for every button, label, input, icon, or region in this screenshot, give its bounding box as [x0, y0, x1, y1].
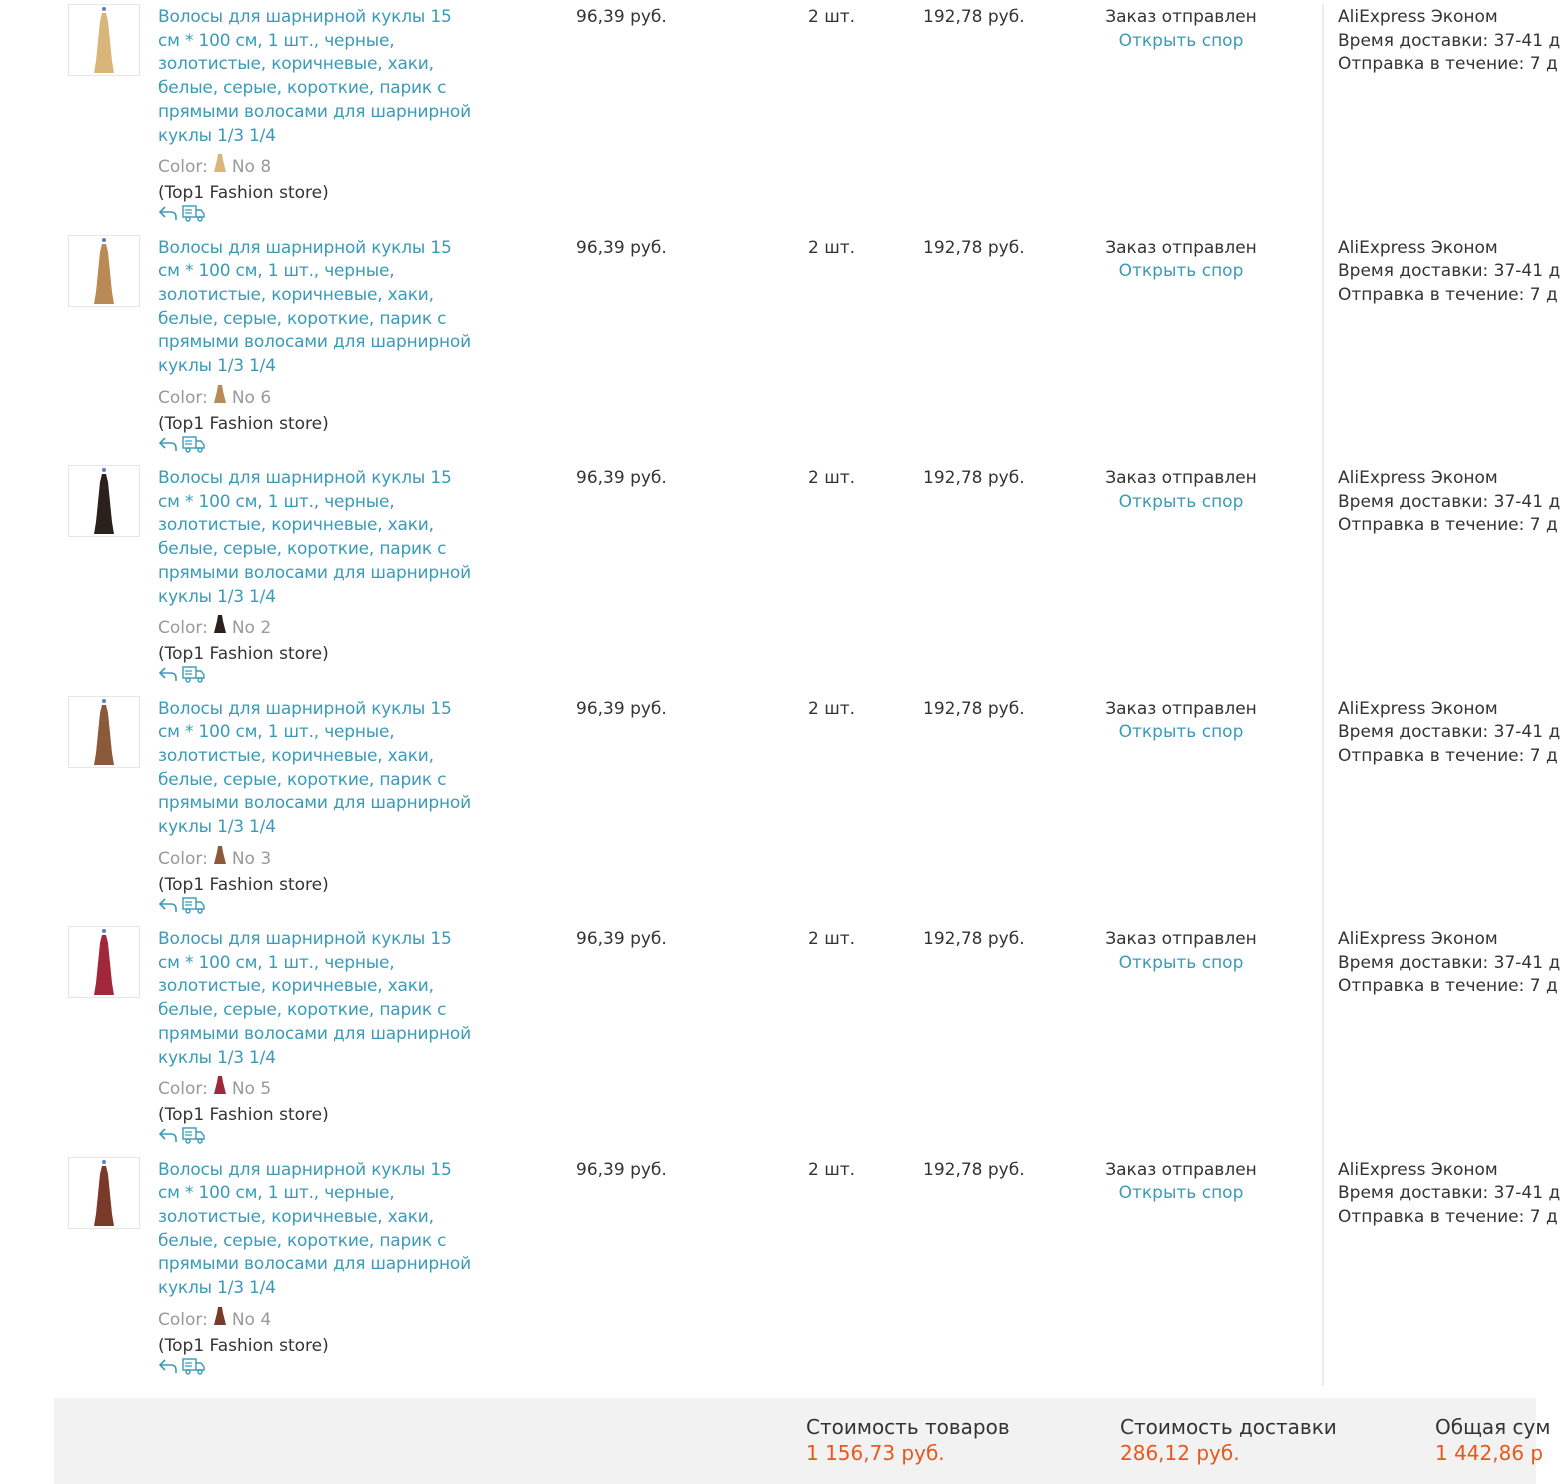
wig-product-image — [69, 236, 139, 306]
color-swatch-icon — [211, 1074, 229, 1096]
shipping-cost-value: 286,12 руб. — [1120, 1441, 1240, 1465]
unit-price: 96,39 руб. — [576, 1159, 667, 1180]
delivery-time: Время доставки: 37-41 д — [1338, 952, 1560, 973]
wig-tag-mark — [102, 468, 106, 472]
row-action-icons — [158, 204, 206, 226]
goods-cost-block — [806, 1414, 1010, 1466]
order-status-text: Заказ отправлен — [1105, 237, 1257, 258]
line-total: 192,78 руб. — [923, 698, 1025, 719]
open-dispute-link[interactable]: Открыть спор — [1118, 952, 1244, 973]
store-name: (Top1 Fashion store) — [158, 1335, 329, 1356]
order-status-text: Заказ отправлен — [1105, 468, 1257, 488]
line-total: 192,78 руб. — [923, 237, 1025, 258]
wig-tag-mark — [102, 1160, 106, 1164]
order-item-row — [0, 0, 1560, 231]
wig-tag-mark — [102, 929, 106, 933]
line-total: 192,78 руб. — [923, 929, 1025, 949]
quantity: 2 шт. — [808, 1159, 856, 1180]
order-item-row — [0, 692, 1560, 923]
store-name: (Top1 Fashion store) — [158, 874, 329, 895]
wig-product-image — [69, 5, 139, 75]
wig-tag-mark — [102, 7, 106, 11]
wig-hair-shape — [94, 13, 114, 73]
unit-price: 96,39 руб. — [576, 468, 667, 488]
wig-tag-mark — [102, 699, 106, 703]
wig-hair-shape — [94, 244, 114, 304]
color-label: Color: — [158, 387, 208, 408]
color-value: No 4 — [231, 1309, 272, 1330]
unit-price: 96,39 руб. — [576, 929, 667, 949]
product-title-link[interactable]: Волосы для шарнирной куклы 15 см * 100 см, 1 шт., черные, золотистые, коричневые, хаки, белые, серые, короткие, парик с прямыми волосами для шарнирной куклы 1/3 1/4 — [158, 468, 471, 607]
line-total: 192,78 руб. — [923, 1159, 1025, 1180]
open-dispute-link[interactable]: Открыть спор — [1118, 491, 1244, 512]
shipping-info — [1338, 467, 1560, 538]
color-label: Color: — [158, 618, 208, 638]
wig-hair-shape — [94, 1166, 114, 1226]
reply-arrow-icon[interactable] — [158, 1357, 178, 1379]
delivery-truck-icon[interactable] — [182, 896, 206, 918]
quantity: 2 шт. — [808, 468, 856, 488]
reply-arrow-icon[interactable] — [158, 435, 178, 457]
wig-hair-shape — [94, 705, 114, 765]
color-label: Color: — [158, 1309, 208, 1330]
shipping-method: AliExpress Эконом — [1338, 698, 1498, 719]
shipping-info — [1338, 1159, 1560, 1230]
shipping-method: AliExpress Эконом — [1338, 1159, 1498, 1180]
color-label: Color: — [158, 1079, 208, 1099]
product-color-line — [158, 613, 271, 639]
product-thumbnail[interactable] — [68, 4, 140, 76]
product-thumbnail[interactable] — [68, 926, 140, 998]
unit-price: 96,39 руб. — [576, 7, 667, 27]
line-total: 192,78 руб. — [923, 468, 1025, 488]
wig-product-image — [69, 927, 139, 997]
wig-product-image — [69, 697, 139, 767]
product-thumbnail[interactable] — [68, 1157, 140, 1229]
order-status-cell — [1100, 1159, 1262, 1206]
row-action-icons — [158, 665, 206, 687]
order-status-cell — [1100, 698, 1262, 745]
delivery-truck-icon[interactable] — [182, 665, 206, 687]
open-dispute-link[interactable]: Открыть спор — [1118, 30, 1244, 51]
product-title-link[interactable]: Волосы для шарнирной куклы 15 см * 100 см, 1 шт., черные, золотистые, коричневые, хаки, белые, серые, короткие, парик с прямыми волосами для шарнирной куклы 1/3 1/4 — [158, 237, 471, 377]
product-color-line — [158, 1305, 271, 1331]
shipping-info — [1338, 6, 1560, 77]
order-status-text: Заказ отправлен — [1105, 1159, 1257, 1180]
grand-total-value: 1 442,86 р — [1435, 1441, 1544, 1465]
shipping-info — [1338, 698, 1560, 769]
product-thumbnail[interactable] — [68, 465, 140, 537]
delivery-time: Время доставки: 37-41 д — [1338, 30, 1560, 51]
color-value: No 5 — [231, 1079, 272, 1099]
product-color-line — [158, 1074, 271, 1100]
row-action-icons — [158, 1357, 206, 1379]
color-value: No 8 — [231, 157, 272, 177]
color-value: No 3 — [231, 848, 272, 869]
delivery-time: Время доставки: 37-41 д — [1338, 722, 1560, 742]
reply-arrow-icon[interactable] — [158, 896, 178, 918]
wig-product-image — [69, 1158, 139, 1228]
delivery-time: Время доставки: 37-41 д — [1338, 1183, 1560, 1203]
order-item-row — [0, 1153, 1560, 1384]
delivery-truck-icon[interactable] — [182, 1357, 206, 1379]
reply-arrow-icon[interactable] — [158, 665, 178, 687]
dispatch-time: Отправка в течение: 7 д — [1338, 1206, 1558, 1227]
order-summary-footer — [54, 1398, 1551, 1484]
color-swatch-icon — [211, 613, 229, 635]
color-label: Color: — [158, 848, 208, 869]
goods-cost-value: 1 156,73 руб. — [806, 1441, 945, 1465]
product-color-line — [158, 844, 271, 870]
wig-hair-shape — [94, 474, 114, 534]
unit-price: 96,39 руб. — [576, 237, 667, 258]
grand-total-label: Общая сум — [1435, 1415, 1551, 1439]
product-title-link[interactable]: Волосы для шарнирной куклы 15 см * 100 см, 1 шт., черные, золотистые, коричневые, хаки, белые, серые, короткие, парик с прямыми волосами для шарнирной куклы 1/3 1/4 — [158, 7, 471, 146]
shipping-cost-block — [1120, 1414, 1337, 1466]
dispatch-time: Отправка в течение: 7 д — [1338, 54, 1558, 74]
delivery-time: Время доставки: 37-41 д — [1338, 491, 1560, 512]
order-item-row — [0, 231, 1560, 462]
order-status-cell — [1100, 237, 1262, 284]
quantity: 2 шт. — [808, 929, 856, 949]
shipping-info — [1338, 928, 1560, 999]
order-status-text: Заказ отправлен — [1105, 929, 1257, 949]
store-name: (Top1 Fashion store) — [158, 1105, 329, 1125]
product-thumbnail[interactable] — [68, 235, 140, 307]
row-action-icons — [158, 1126, 206, 1148]
delivery-truck-icon[interactable] — [182, 204, 206, 226]
store-name: (Top1 Fashion store) — [158, 644, 329, 664]
quantity: 2 шт. — [808, 237, 856, 258]
shipping-method: AliExpress Эконом — [1338, 237, 1498, 258]
product-title-link[interactable]: Волосы для шарнирной куклы 15 см * 100 см, 1 шт., черные, золотистые, коричневые, хаки, белые, серые, короткие, парик с прямыми волосами для шарнирной куклы 1/3 1/4 — [158, 929, 471, 1068]
order-status-text: Заказ отправлен — [1105, 698, 1257, 719]
open-dispute-link[interactable]: Открыть спор — [1118, 722, 1244, 742]
quantity: 2 шт. — [808, 7, 856, 27]
order-item-row — [0, 922, 1560, 1153]
order-status-cell — [1100, 467, 1262, 514]
quantity: 2 шт. — [808, 698, 856, 719]
row-action-icons — [158, 435, 206, 457]
shipping-cost-label: Стоимость доставки — [1120, 1415, 1337, 1439]
wig-hair-shape — [94, 935, 114, 995]
row-action-icons — [158, 896, 206, 918]
grand-total-block — [1435, 1414, 1550, 1466]
product-title-link[interactable]: Волосы для шарнирной куклы 15 см * 100 см, 1 шт., черные, золотистые, коричневые, хаки, белые, серые, короткие, парик с прямыми волосами для шарнирной куклы 1/3 1/4 — [158, 1159, 471, 1299]
dispatch-time: Отправка в течение: 7 д — [1338, 515, 1558, 535]
store-name: (Top1 Fashion store) — [158, 413, 329, 434]
dispatch-time: Отправка в течение: 7 д — [1338, 745, 1558, 766]
wig-product-image — [69, 466, 139, 536]
product-color-line — [158, 152, 271, 178]
open-dispute-link[interactable]: Открыть спор — [1118, 261, 1244, 281]
dispatch-time: Отправка в течение: 7 д — [1338, 284, 1558, 305]
dispatch-time: Отправка в течение: 7 д — [1338, 976, 1558, 996]
order-status-text: Заказ отправлен — [1105, 7, 1257, 27]
order-status-cell — [1100, 928, 1262, 975]
shipping-info — [1338, 237, 1560, 308]
wig-tag-mark — [102, 238, 106, 242]
reply-arrow-icon[interactable] — [158, 204, 178, 226]
order-status-cell — [1100, 6, 1262, 53]
color-swatch-icon — [211, 152, 229, 174]
open-dispute-link[interactable]: Открыть спор — [1118, 1183, 1244, 1203]
shipping-method: AliExpress Эконом — [1338, 929, 1498, 949]
color-value: No 2 — [231, 618, 272, 638]
store-name: (Top1 Fashion store) — [158, 183, 329, 203]
column-divider — [1322, 4, 1324, 1386]
product-thumbnail[interactable] — [68, 696, 140, 768]
order-item-row — [0, 461, 1560, 692]
color-swatch-icon — [211, 1305, 229, 1327]
delivery-time: Время доставки: 37-41 д — [1338, 261, 1560, 281]
product-title-link[interactable]: Волосы для шарнирной куклы 15 см * 100 см, 1 шт., черные, золотистые, коричневые, хаки, белые, серые, короткие, парик с прямыми волосами для шарнирной куклы 1/3 1/4 — [158, 698, 471, 838]
delivery-truck-icon[interactable] — [182, 435, 206, 457]
color-swatch-icon — [211, 383, 229, 405]
color-label: Color: — [158, 157, 208, 177]
color-value: No 6 — [231, 387, 272, 408]
line-total: 192,78 руб. — [923, 7, 1025, 27]
shipping-method: AliExpress Эконом — [1338, 7, 1498, 27]
unit-price: 96,39 руб. — [576, 698, 667, 719]
product-color-line — [158, 383, 271, 409]
reply-arrow-icon[interactable] — [158, 1126, 178, 1148]
delivery-truck-icon[interactable] — [182, 1126, 206, 1148]
color-swatch-icon — [211, 844, 229, 866]
goods-cost-label: Стоимость товаров — [806, 1415, 1010, 1439]
shipping-method: AliExpress Эконом — [1338, 468, 1498, 488]
